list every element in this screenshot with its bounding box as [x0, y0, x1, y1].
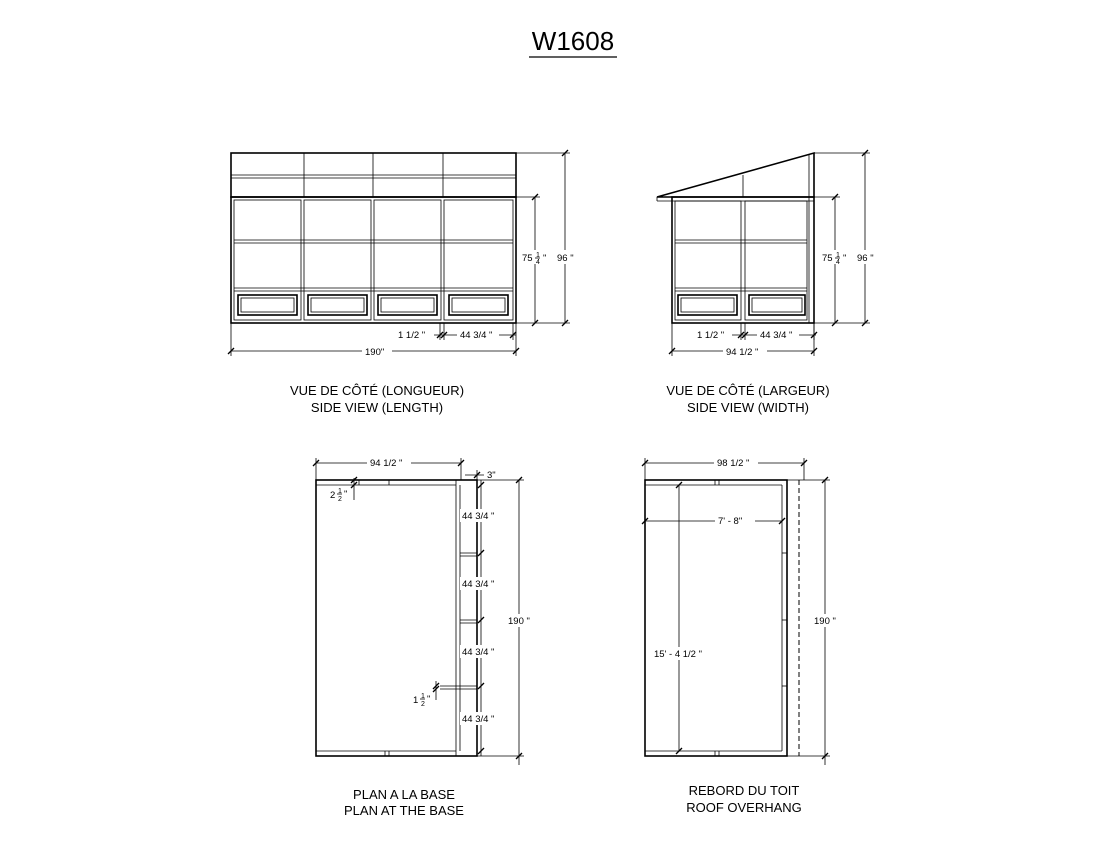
wall-panel: [304, 200, 371, 320]
dim-offset: 3": [487, 470, 496, 481]
plan-at-base: [313, 456, 536, 818]
dim-post-whole: 1: [413, 695, 419, 706]
dim-total-height: 96 ": [857, 253, 874, 264]
dim-post-den: 2: [421, 701, 425, 708]
dim-post-unit: ": [427, 694, 431, 705]
roof-overhang: [642, 456, 842, 815]
wall-panel: [234, 200, 301, 320]
dim-roof-inner-length: 15' - 4 1/2 ": [654, 649, 702, 660]
caption-en: SIDE VIEW (WIDTH): [686, 400, 810, 415]
sheet-title: W1608: [531, 26, 615, 56]
dim-base-width: 94 1/2 ": [370, 458, 403, 469]
dim-total-length: 190": [365, 347, 385, 358]
dim-panel-3: 44 3/4 ": [462, 647, 495, 658]
dim-wall-height-unit: ": [543, 253, 547, 264]
caption-fr: REBORD DU TOIT: [688, 783, 800, 798]
dim-total-width: 94 1/2 ": [726, 347, 759, 358]
dim-wall-den: 2: [338, 496, 342, 503]
caption-en: PLAN AT THE BASE: [344, 803, 464, 818]
side-view-width: [657, 150, 877, 415]
dim-wall-num: 1: [338, 488, 342, 495]
dim-wall-height-den: 4: [836, 259, 840, 266]
dim-panel-width: 44 3/4 ": [460, 330, 493, 341]
kick-panel-inner: [452, 298, 505, 312]
kick-panel-inner: [311, 298, 364, 312]
dim-roof-inner-width: 7' - 8": [718, 516, 743, 527]
dim-roof-width: 98 1/2 ": [717, 458, 750, 469]
wall-frame: [231, 197, 516, 323]
caption-fr: VUE DE CÔTÉ (LONGUEUR): [289, 383, 465, 398]
kick-panel-inner: [681, 298, 734, 312]
dim-wall-unit: ": [344, 489, 348, 500]
kick-panel-inner: [241, 298, 294, 312]
dim-wall-height-num: 1: [836, 252, 840, 259]
roof-slope: [657, 153, 814, 197]
caption-fr: VUE DE CÔTÉ (LARGEUR): [666, 383, 830, 398]
wall-panel: [444, 200, 513, 320]
wall-panel: [675, 201, 741, 320]
wall-panel: [374, 200, 441, 320]
base-outline: [316, 480, 477, 756]
caption-en: SIDE VIEW (LENGTH): [310, 400, 444, 415]
dim-panel-2: 44 3/4 ": [462, 579, 495, 590]
dim-post-width: 1 1/2 ": [398, 330, 426, 341]
dim-panel-4: 44 3/4 ": [462, 714, 495, 725]
kick-panel-inner: [381, 298, 434, 312]
caption-en: ROOF OVERHANG: [686, 800, 802, 815]
side-view-length: [228, 150, 577, 415]
dim-wall-height-den: 4: [536, 259, 540, 266]
dim-total-height: 96 ": [557, 253, 574, 264]
dim-wall-height-unit: ": [843, 253, 847, 264]
dim-wall-height-whole: 75: [522, 253, 533, 264]
wall-panel: [745, 201, 807, 320]
dim-panel-width: 44 3/4 ": [760, 330, 793, 341]
dim-post-num: 1: [421, 693, 425, 700]
dim-base-length: 190 ": [508, 616, 530, 627]
caption-fr: PLAN A LA BASE: [353, 787, 455, 802]
dim-wall-height-num: 1: [536, 252, 540, 259]
dim-post-width: 1 1/2 ": [697, 330, 725, 341]
kick-panel-inner: [752, 298, 802, 312]
wall-frame: [672, 197, 814, 323]
dim-panel-1: 44 3/4 ": [462, 511, 495, 522]
dim-wall-whole: 2: [330, 490, 336, 501]
dim-wall-height-whole: 75: [822, 253, 833, 264]
dim-roof-length: 190 ": [814, 616, 836, 627]
